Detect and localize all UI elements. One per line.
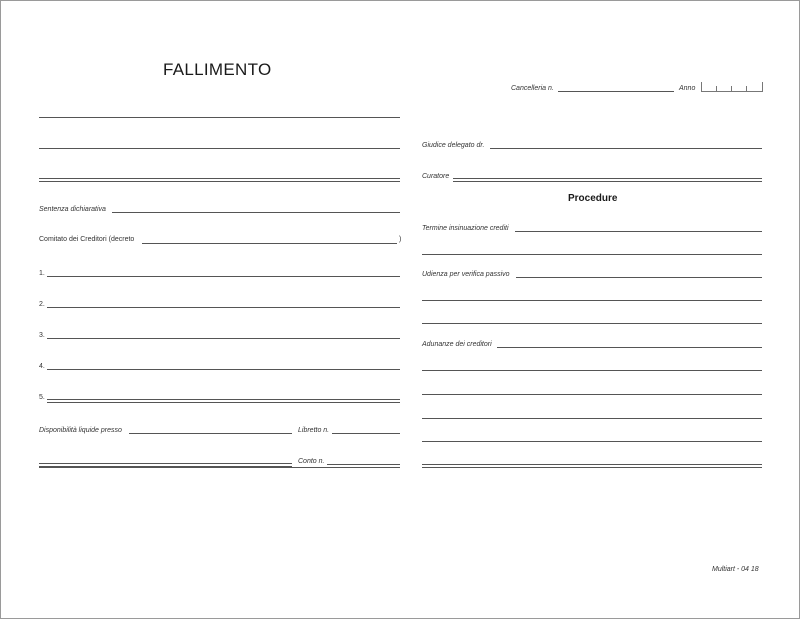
cancelleria-label: Cancelleria n. [511, 85, 554, 92]
sentenza-field[interactable] [112, 212, 400, 213]
anno-field[interactable] [701, 82, 763, 92]
creditor-number-4: 4. [39, 363, 45, 370]
udienza-label: Udienza per verifica passivo [422, 271, 510, 278]
adunanze-line-2[interactable] [422, 370, 762, 371]
right-bottom-rule [422, 464, 762, 468]
sentenza-label: Sentenza dichiarativa [39, 206, 106, 213]
adunanze-label: Adunanze dei creditori [422, 341, 492, 348]
comitato-close: ) [399, 236, 402, 243]
adunanze-field[interactable] [497, 347, 762, 348]
creditor-number-5: 5. [39, 394, 45, 401]
curatore-label: Curatore [422, 173, 450, 180]
udienza-line-3[interactable] [422, 323, 762, 324]
termine-label: Termine insinuazione crediti [422, 225, 509, 232]
udienza-line-2[interactable] [422, 300, 762, 301]
creditor-number-1: 1. [39, 270, 45, 277]
libretto-field[interactable] [332, 433, 400, 434]
curatore-field[interactable] [453, 178, 762, 182]
comitato-label: Comitato dei Creditori (decreto [39, 236, 135, 243]
libretto-label: Libretto n. [298, 427, 330, 434]
left-separator [39, 178, 400, 182]
creditor-field-2[interactable] [47, 307, 400, 308]
udienza-field[interactable] [516, 277, 762, 278]
header-line-2[interactable] [39, 148, 400, 149]
creditor-number-3: 3. [39, 332, 45, 339]
termine-field[interactable] [515, 231, 762, 232]
left-bottom-rule [39, 467, 400, 468]
conto-label: Conto n. [298, 458, 325, 465]
creditor-number-2: 2. [39, 301, 45, 308]
creditor-field-4[interactable] [47, 369, 400, 370]
procedure-heading: Procedure [568, 193, 618, 204]
creditor-field-3[interactable] [47, 338, 400, 339]
adunanze-line-5[interactable] [422, 441, 762, 442]
anno-label: Anno [679, 85, 696, 92]
creditor-field-5[interactable] [47, 399, 400, 403]
disponibilita-label: Disponibilità liquide presso [39, 427, 122, 434]
giudice-field[interactable] [490, 148, 762, 149]
comitato-field[interactable] [142, 243, 397, 244]
adunanze-line-3[interactable] [422, 394, 762, 395]
footer-code: Multiart - 04 18 [712, 566, 759, 573]
header-line-1[interactable] [39, 117, 400, 118]
adunanze-line-4[interactable] [422, 418, 762, 419]
giudice-label: Giudice delegato dr. [422, 142, 485, 149]
cancelleria-field[interactable] [558, 91, 674, 92]
conto-field[interactable] [327, 464, 400, 465]
disponibilita-field[interactable] [129, 433, 292, 434]
form-title: FALLIMENTO [163, 60, 272, 79]
termine-line-2[interactable] [422, 254, 762, 255]
creditor-field-1[interactable] [47, 276, 400, 277]
